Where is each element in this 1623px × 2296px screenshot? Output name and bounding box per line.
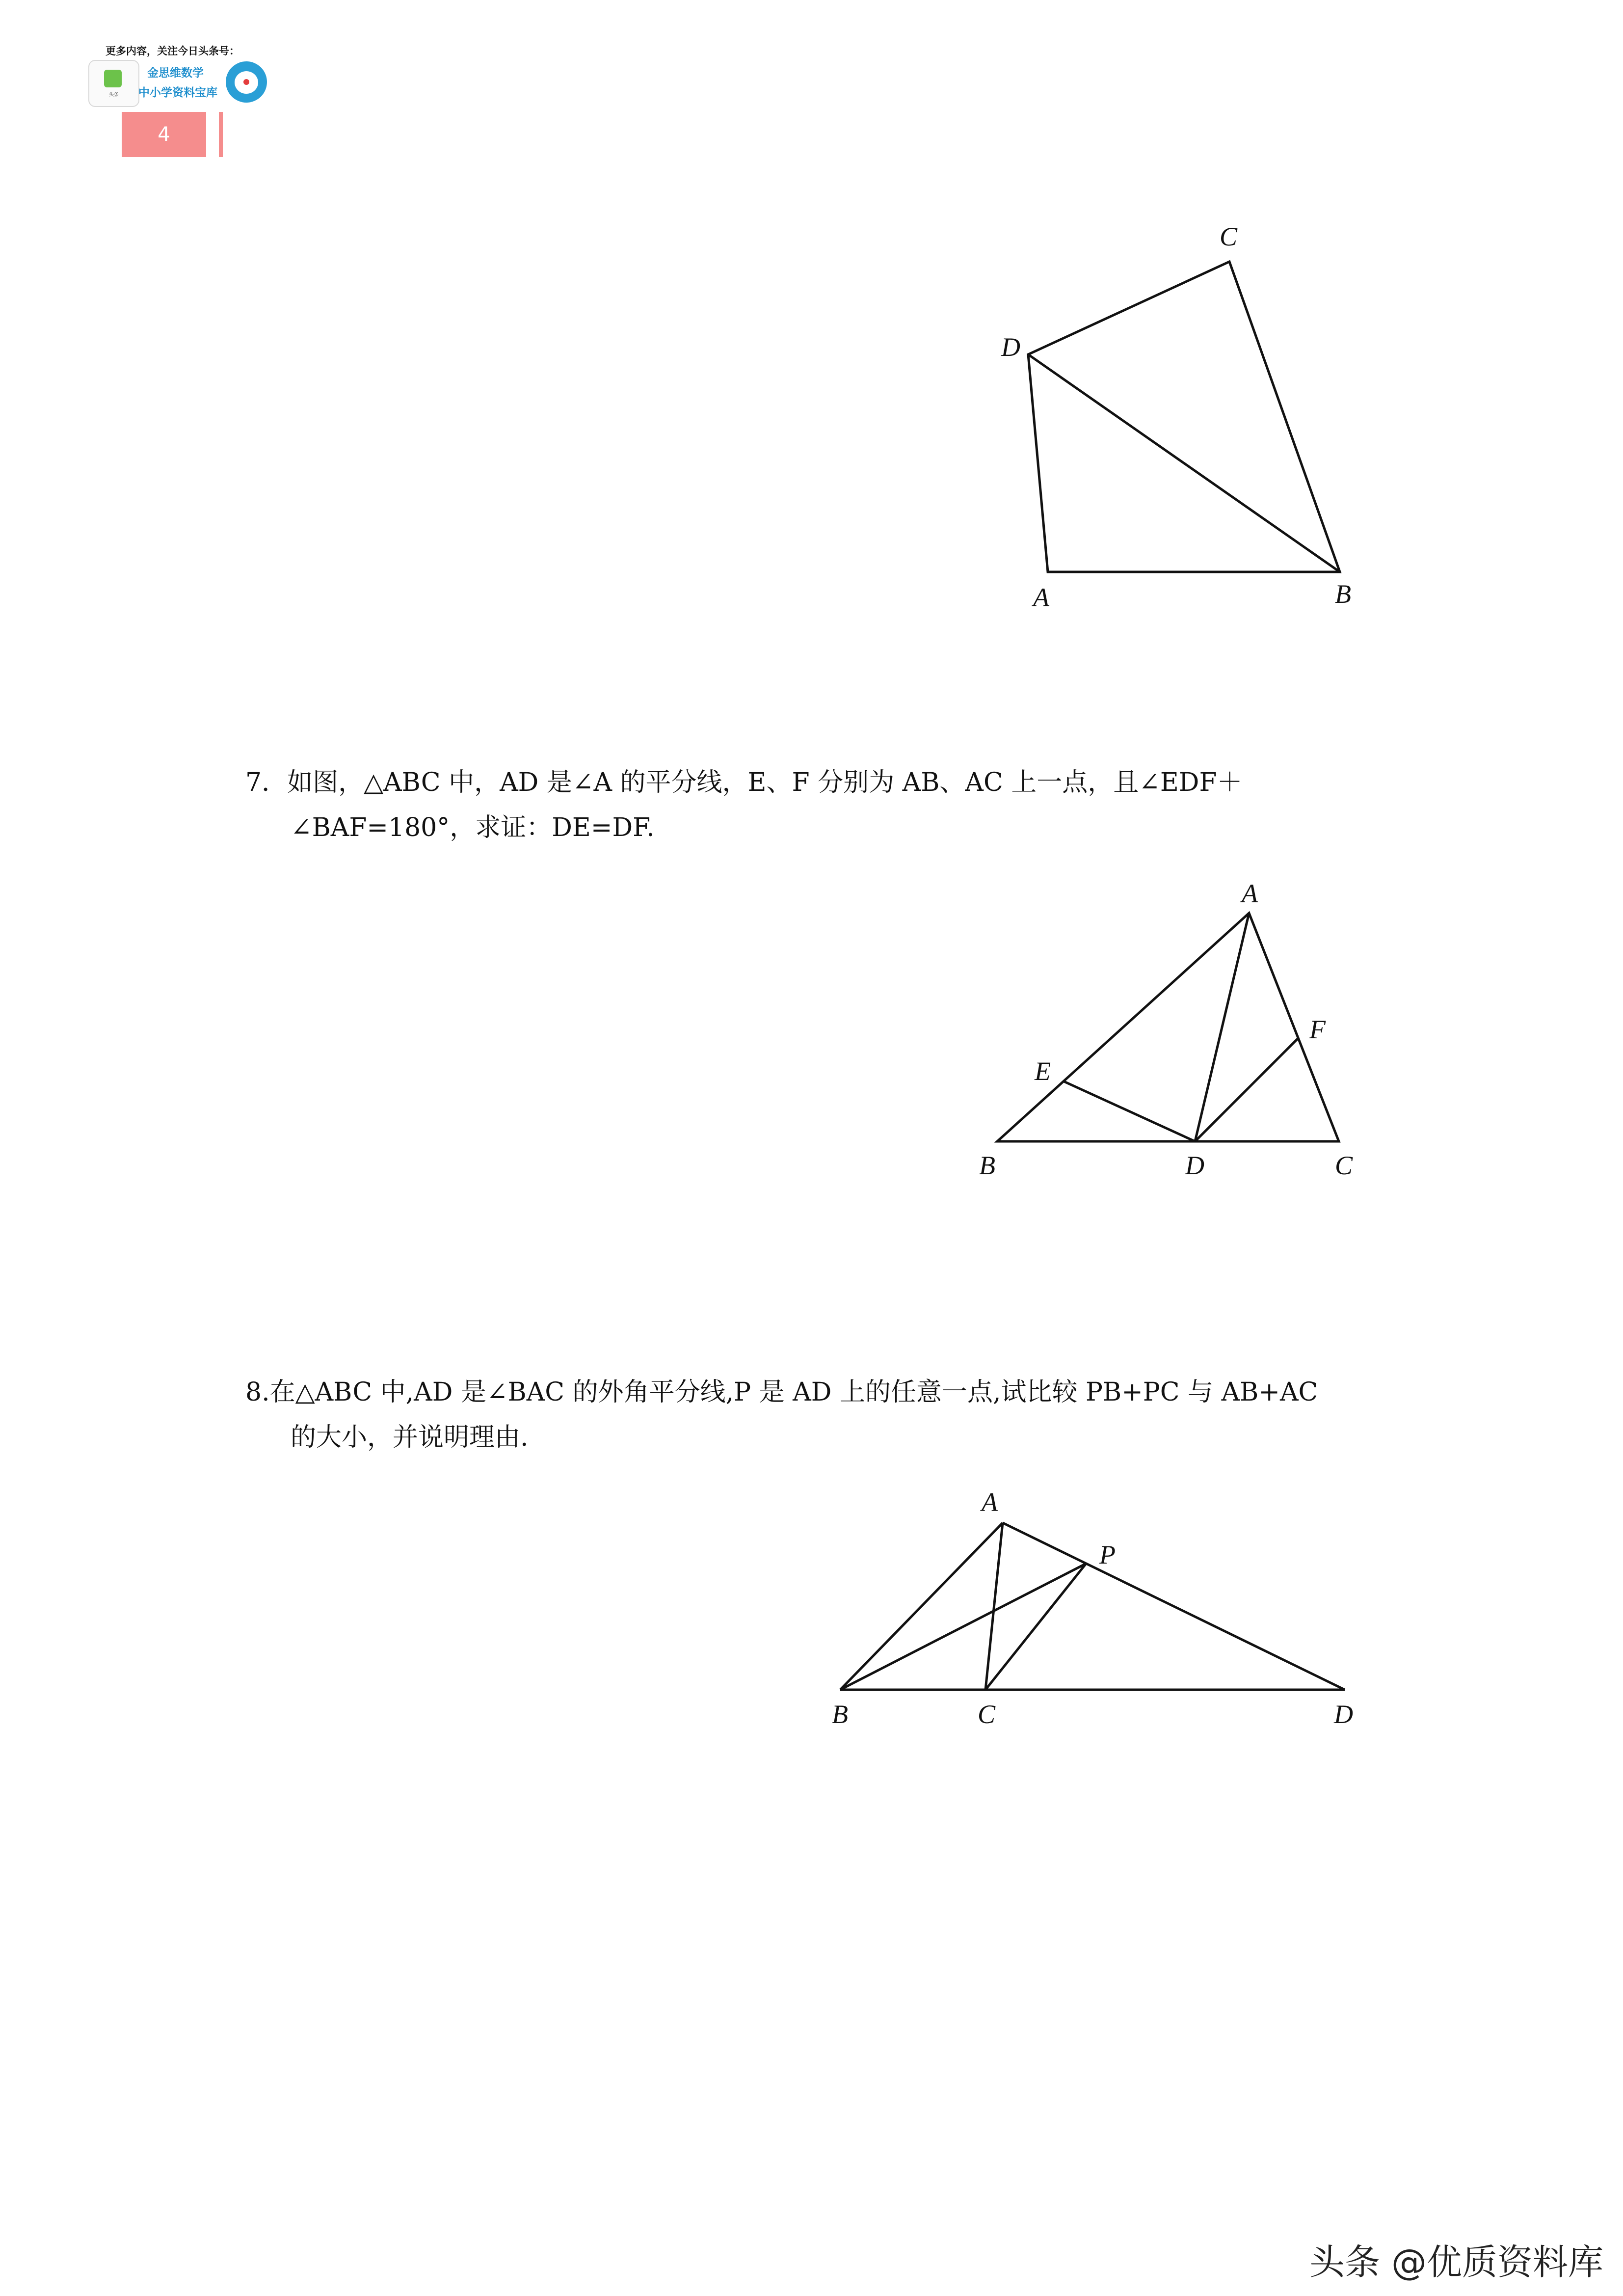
segment-ad xyxy=(1195,913,1249,1141)
problem-7-line2: ∠BAF=180°，求证：DE=DF. xyxy=(291,813,655,842)
fig6-label-c: C xyxy=(1220,222,1238,251)
fig8-label-b: B xyxy=(832,1700,848,1729)
problem-7 xyxy=(245,760,1423,850)
figure-quadrilateral xyxy=(1028,262,1340,572)
logo-caption: 头条 xyxy=(109,92,119,98)
fig7-label-f: F xyxy=(1309,1015,1326,1044)
fig6-label-d: D xyxy=(1001,332,1020,362)
segment-ba xyxy=(840,1523,1003,1690)
fig7-label-b: B xyxy=(979,1151,995,1180)
problem-8-line1: 8.在△ABC 中,AD 是∠BAC 的外角平分线,P 是 AD 上的任意一点,试比较 PB+PC 与 AB+AC xyxy=(245,1378,1318,1407)
fig7-label-c: C xyxy=(1335,1151,1353,1180)
watermark: 头条 @优质资料库 xyxy=(1309,2242,1603,2283)
segment-df xyxy=(1195,1038,1298,1141)
problem-8 xyxy=(245,1370,1423,1460)
segment-bp xyxy=(840,1564,1086,1690)
segment-de xyxy=(1064,1081,1195,1141)
brand-subtitle: 中小学资料宝库 xyxy=(138,86,217,99)
segment-cp xyxy=(985,1564,1086,1690)
fig6-label-a: A xyxy=(1033,583,1049,612)
fig7-label-d: D xyxy=(1185,1151,1204,1180)
fig8-label-d: D xyxy=(1334,1700,1353,1729)
quadrilateral-outline xyxy=(1028,262,1340,572)
segment-ad xyxy=(1003,1523,1345,1690)
fig7-label-e: E xyxy=(1035,1056,1051,1086)
fig6-label-b: B xyxy=(1335,579,1351,609)
header-title: 更多内容，关注今日头条号： xyxy=(106,45,239,57)
page-number: 4 xyxy=(122,112,206,157)
fig8-label-c: C xyxy=(978,1700,996,1729)
segment-ac xyxy=(985,1523,1003,1690)
problem-7-line1: 7．如图，△ABC 中，AD 是∠A 的平分线，E、F 分别为 AB、AC 上一点，且∠EDF＋ xyxy=(245,768,1243,797)
figure-problem8 xyxy=(840,1523,1345,1690)
triangle-abc xyxy=(997,913,1339,1141)
figure-problem7 xyxy=(997,913,1339,1141)
fig8-label-a: A xyxy=(982,1487,998,1517)
diagonal-db xyxy=(1028,354,1340,572)
brand-name: 金思维数学 xyxy=(147,67,204,80)
fig8-label-p: P xyxy=(1099,1540,1116,1569)
fig7-label-a: A xyxy=(1242,879,1258,908)
problem-8-line2: 的大小，并说明理由. xyxy=(291,1423,529,1452)
